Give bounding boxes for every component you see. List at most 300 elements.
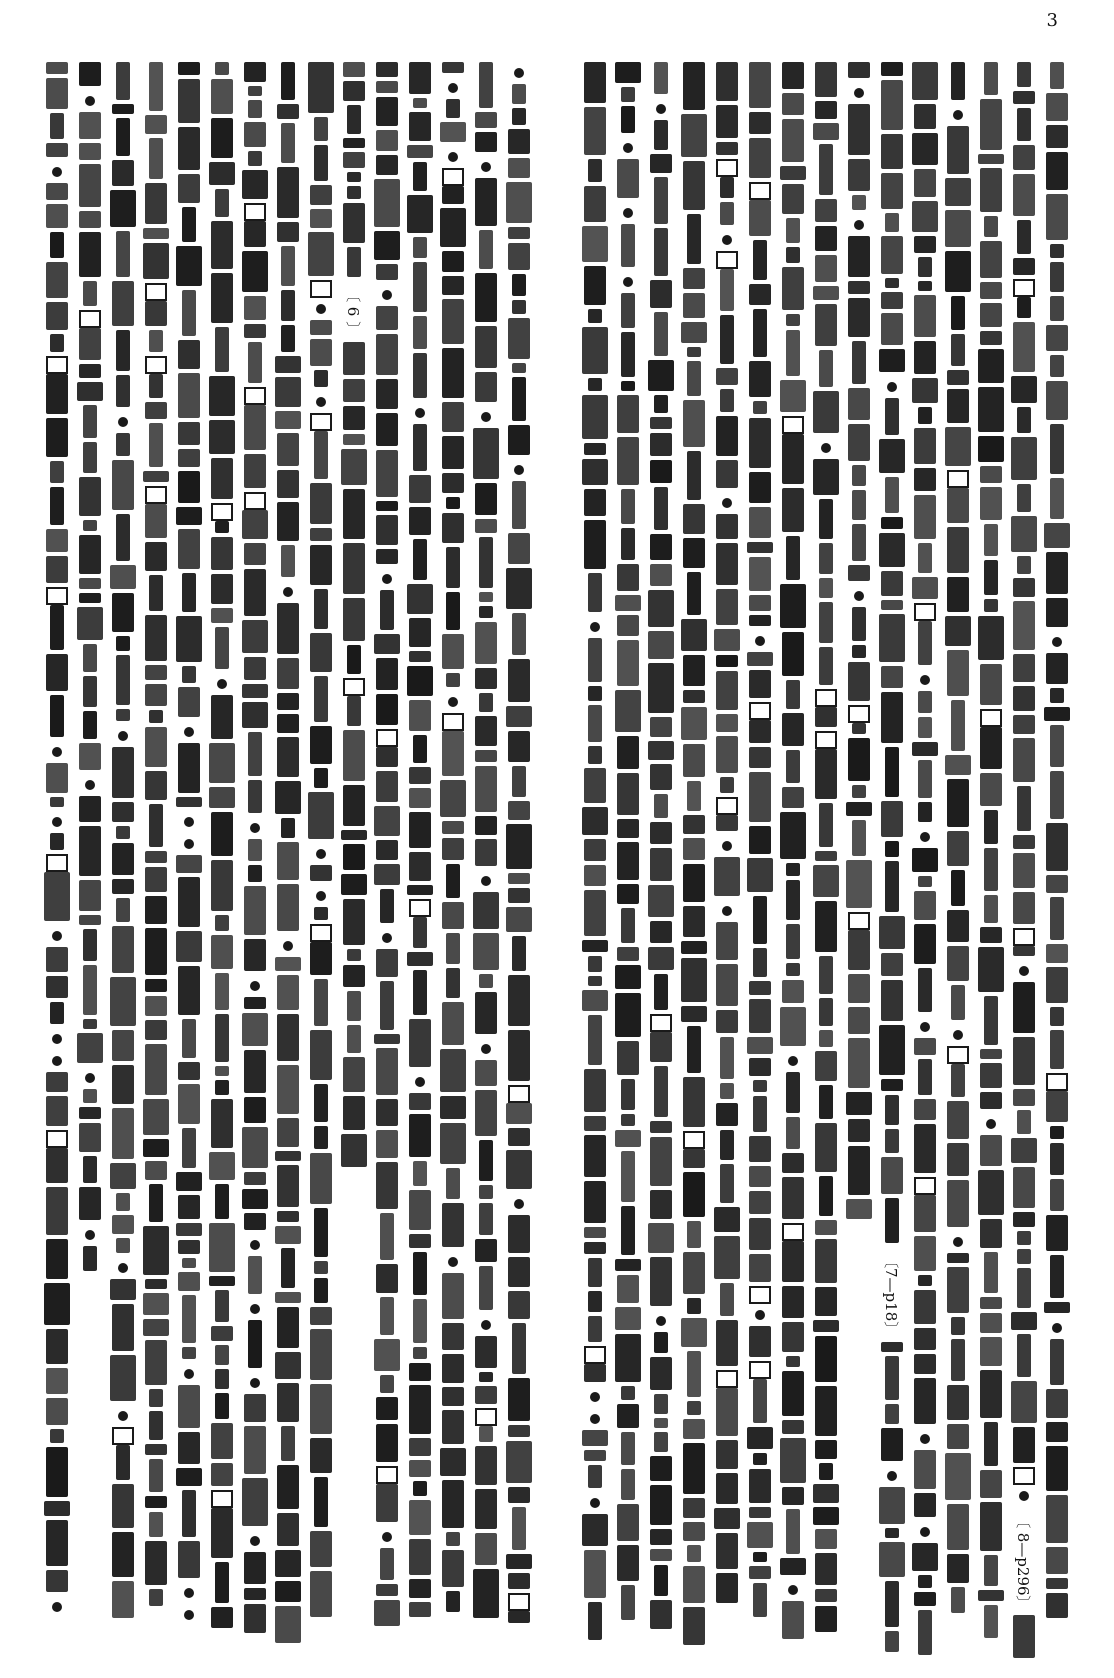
script-word xyxy=(881,571,903,596)
script-word xyxy=(683,1419,705,1439)
script-word xyxy=(116,375,130,407)
script-word xyxy=(475,112,497,128)
script-word xyxy=(780,584,806,628)
script-word xyxy=(1046,1495,1068,1543)
script-word xyxy=(1011,376,1037,403)
script-word xyxy=(77,382,103,401)
script-word xyxy=(347,1025,361,1053)
script-word xyxy=(149,423,163,467)
punctuation-mark xyxy=(481,876,491,886)
script-word xyxy=(588,1602,602,1640)
script-word xyxy=(747,1037,773,1054)
script-word xyxy=(879,614,905,662)
script-word xyxy=(815,1051,837,1081)
text-column-glyphs xyxy=(1040,62,1073,1662)
script-word xyxy=(442,1323,464,1350)
script-word xyxy=(46,1570,68,1592)
script-word xyxy=(178,449,200,467)
text-column xyxy=(271,62,304,1662)
text-column-glyphs xyxy=(238,62,271,1662)
script-word xyxy=(914,468,936,491)
script-word xyxy=(211,221,233,269)
reference-mark: 〔 6 〕 xyxy=(344,287,362,337)
script-word xyxy=(343,138,365,148)
script-word xyxy=(244,1172,266,1185)
script-word xyxy=(621,1114,635,1126)
script-word xyxy=(145,1496,167,1508)
quote-mark xyxy=(376,1466,398,1484)
script-word xyxy=(654,228,668,276)
script-word xyxy=(980,241,1002,278)
script-word xyxy=(244,1588,266,1600)
script-word xyxy=(413,970,427,1015)
punctuation-mark xyxy=(118,731,128,741)
script-word xyxy=(310,865,332,881)
script-word xyxy=(584,107,606,155)
script-word xyxy=(248,839,262,861)
script-word xyxy=(846,1199,872,1219)
script-word xyxy=(215,1014,229,1062)
quote-mark xyxy=(914,603,936,621)
script-word xyxy=(980,1502,1002,1551)
punctuation-mark xyxy=(250,823,260,833)
script-word xyxy=(508,1378,530,1421)
script-word xyxy=(815,1123,837,1172)
script-word xyxy=(1050,688,1064,703)
script-word xyxy=(506,1150,532,1189)
quote-mark xyxy=(749,702,771,720)
script-word xyxy=(374,1600,400,1626)
script-word xyxy=(947,1253,969,1263)
script-word xyxy=(621,87,635,102)
script-word xyxy=(945,251,971,292)
script-word xyxy=(1046,1091,1068,1122)
punctuation-mark xyxy=(85,1073,95,1083)
script-word xyxy=(440,1049,466,1092)
punctuation-mark xyxy=(316,891,326,901)
text-column xyxy=(578,62,611,1662)
script-word xyxy=(211,458,233,499)
script-word xyxy=(782,1177,804,1219)
script-word xyxy=(848,236,870,277)
script-word xyxy=(716,1010,738,1033)
script-word xyxy=(648,360,674,391)
script-word xyxy=(885,1095,899,1125)
script-word xyxy=(654,62,668,94)
script-word xyxy=(110,1163,136,1189)
script-word xyxy=(376,549,398,564)
script-word xyxy=(885,213,899,232)
script-word xyxy=(409,852,431,881)
script-word xyxy=(782,1153,804,1173)
script-word xyxy=(980,664,1002,705)
script-word xyxy=(314,676,328,722)
quote-mark xyxy=(848,705,870,723)
script-word xyxy=(176,616,202,662)
script-word xyxy=(178,743,200,793)
script-word xyxy=(782,184,804,214)
script-word xyxy=(277,104,299,119)
script-word xyxy=(112,460,134,510)
script-word xyxy=(813,1507,839,1525)
script-word xyxy=(244,324,266,338)
script-word xyxy=(376,1099,398,1126)
script-word xyxy=(885,1631,899,1652)
script-word xyxy=(885,1528,899,1538)
script-word xyxy=(1044,707,1070,721)
punctuation-mark xyxy=(184,1610,194,1620)
script-word xyxy=(753,240,767,280)
script-word xyxy=(343,81,365,101)
script-word xyxy=(650,1121,672,1133)
script-word xyxy=(1046,944,1068,963)
script-word xyxy=(984,810,998,844)
script-word xyxy=(980,927,1002,943)
script-word xyxy=(617,395,639,433)
script-word xyxy=(947,1385,969,1420)
script-word xyxy=(815,1589,837,1602)
script-word xyxy=(209,787,235,808)
script-word xyxy=(211,273,233,323)
script-word xyxy=(46,374,68,414)
script-word xyxy=(582,1430,608,1446)
script-word xyxy=(584,768,606,803)
punctuation-mark xyxy=(217,679,227,689)
script-word xyxy=(145,851,167,863)
quote-mark xyxy=(244,203,266,221)
script-word xyxy=(753,1096,767,1132)
script-word xyxy=(407,952,433,966)
quote-mark xyxy=(79,310,101,328)
script-word xyxy=(683,744,705,777)
script-word xyxy=(479,1426,493,1442)
script-word xyxy=(588,1291,602,1312)
quote-mark xyxy=(244,492,266,510)
quote-mark xyxy=(782,416,804,434)
script-word xyxy=(145,996,167,1016)
script-word xyxy=(584,865,606,886)
script-word xyxy=(277,842,299,880)
script-word xyxy=(650,280,672,308)
script-word xyxy=(914,1195,936,1232)
script-word xyxy=(617,615,639,636)
script-word xyxy=(310,1307,332,1325)
script-word xyxy=(376,501,398,511)
script-word xyxy=(980,1297,1002,1309)
quote-mark xyxy=(716,159,738,177)
quote-mark xyxy=(211,1490,233,1508)
script-word xyxy=(149,1459,163,1492)
script-word xyxy=(1013,738,1035,782)
script-word xyxy=(980,331,1002,345)
script-word xyxy=(687,361,701,396)
script-word xyxy=(947,126,969,174)
script-word xyxy=(281,246,295,286)
script-word xyxy=(409,651,431,662)
script-word xyxy=(881,1342,903,1352)
script-word xyxy=(475,132,497,152)
script-word xyxy=(951,334,965,366)
script-word xyxy=(277,1118,299,1147)
punctuation-mark xyxy=(623,277,633,287)
script-word xyxy=(753,1552,767,1562)
script-word xyxy=(1013,686,1035,711)
script-word xyxy=(720,389,734,412)
script-word xyxy=(215,1369,229,1389)
punctuation-mark xyxy=(920,1527,930,1537)
script-word xyxy=(683,655,705,686)
script-word xyxy=(918,760,932,798)
script-word xyxy=(879,1025,905,1075)
script-word xyxy=(149,804,163,847)
script-word xyxy=(512,274,526,296)
script-word xyxy=(912,577,938,599)
punctuation-mark xyxy=(415,408,425,418)
script-word xyxy=(376,1484,398,1522)
script-word xyxy=(780,812,806,859)
script-word xyxy=(782,119,804,162)
script-word xyxy=(343,62,365,77)
script-word xyxy=(242,170,268,199)
script-word xyxy=(211,1099,233,1148)
script-word xyxy=(374,1034,400,1044)
script-word xyxy=(980,168,1002,212)
script-word xyxy=(347,696,361,726)
script-word xyxy=(815,1606,837,1632)
script-word xyxy=(314,768,328,788)
punctuation-mark xyxy=(118,1263,128,1273)
script-word xyxy=(650,1137,672,1186)
script-word xyxy=(879,916,905,949)
script-word xyxy=(683,815,705,834)
script-word xyxy=(617,842,639,880)
script-word xyxy=(947,1554,969,1583)
script-word xyxy=(376,155,398,175)
script-word xyxy=(314,1278,328,1303)
quote-mark xyxy=(46,356,68,374)
script-word xyxy=(848,565,870,581)
script-word xyxy=(782,434,804,484)
script-word xyxy=(980,1135,1002,1166)
punctuation-mark xyxy=(184,1588,194,1598)
quote-mark xyxy=(947,1046,969,1064)
script-word xyxy=(654,120,668,150)
script-word xyxy=(819,647,833,685)
script-word xyxy=(918,407,932,424)
script-word xyxy=(813,1484,839,1503)
script-word xyxy=(440,780,466,817)
script-word xyxy=(881,953,903,976)
script-word xyxy=(782,1322,804,1352)
script-word xyxy=(314,979,328,1026)
script-word xyxy=(852,465,866,486)
script-word xyxy=(984,1555,998,1586)
script-word xyxy=(621,106,635,133)
script-word xyxy=(813,286,839,300)
script-word xyxy=(918,717,932,738)
script-word xyxy=(650,564,672,586)
script-word xyxy=(211,695,233,739)
script-word xyxy=(681,619,707,651)
script-word xyxy=(813,459,839,495)
script-word xyxy=(749,284,771,305)
script-word xyxy=(512,108,526,125)
script-word xyxy=(716,736,738,773)
script-word xyxy=(749,1191,771,1214)
text-column-glyphs xyxy=(644,62,677,1662)
script-word xyxy=(376,658,398,690)
script-word xyxy=(46,1187,68,1235)
script-word xyxy=(782,632,804,676)
script-word xyxy=(376,1584,398,1596)
script-word xyxy=(588,1015,602,1065)
script-word xyxy=(683,1566,705,1603)
script-word xyxy=(512,936,526,971)
text-column xyxy=(106,62,139,1662)
script-word xyxy=(46,143,68,157)
script-word xyxy=(145,771,167,800)
script-word xyxy=(277,1307,299,1348)
script-word xyxy=(442,1410,464,1444)
script-word xyxy=(848,159,870,191)
punctuation-mark xyxy=(448,1257,458,1267)
script-word xyxy=(815,1287,837,1316)
script-word xyxy=(178,1385,200,1428)
text-column xyxy=(139,62,172,1662)
script-word xyxy=(1013,1212,1035,1227)
script-word xyxy=(475,766,497,812)
script-word xyxy=(110,977,136,1026)
script-word xyxy=(782,1487,804,1505)
script-word xyxy=(1050,1339,1064,1385)
text-column-glyphs xyxy=(875,62,908,1662)
script-word xyxy=(277,1211,299,1222)
script-word xyxy=(475,816,497,835)
script-word xyxy=(749,981,771,995)
quote-mark xyxy=(310,924,332,942)
script-word xyxy=(244,657,266,680)
script-word xyxy=(310,1438,332,1473)
script-word xyxy=(508,158,530,178)
script-word xyxy=(409,788,431,808)
script-word xyxy=(980,1337,1002,1366)
script-word xyxy=(588,746,602,764)
script-word xyxy=(648,631,674,659)
script-word xyxy=(475,519,497,533)
script-word xyxy=(409,1190,431,1230)
script-word xyxy=(376,771,398,802)
script-word xyxy=(277,1165,299,1207)
script-word xyxy=(749,1326,771,1357)
text-column-glyphs xyxy=(842,62,875,1662)
script-word xyxy=(281,62,295,100)
script-word xyxy=(813,123,839,140)
script-word xyxy=(687,214,701,264)
script-word xyxy=(244,454,266,488)
script-word xyxy=(475,326,497,368)
script-word xyxy=(848,738,870,781)
script-word xyxy=(1046,1547,1068,1574)
script-word xyxy=(879,533,905,567)
script-word xyxy=(314,145,328,181)
script-word xyxy=(277,470,299,498)
script-word xyxy=(176,507,202,525)
quote-mark xyxy=(310,413,332,431)
script-word xyxy=(815,1336,837,1382)
script-word xyxy=(914,1038,936,1055)
script-word xyxy=(473,428,499,479)
script-word xyxy=(1013,258,1035,276)
script-word xyxy=(112,1304,134,1351)
script-word xyxy=(512,377,526,421)
script-word xyxy=(786,680,800,709)
script-word xyxy=(749,1218,771,1250)
script-word xyxy=(879,439,905,473)
script-word xyxy=(112,1065,134,1104)
script-word xyxy=(852,723,866,734)
script-word xyxy=(46,1239,68,1279)
script-word xyxy=(211,574,233,604)
text-column xyxy=(908,62,941,1662)
script-word xyxy=(1013,1427,1035,1463)
script-word xyxy=(145,1020,167,1040)
script-word xyxy=(1017,786,1031,832)
script-word xyxy=(310,528,332,541)
punctuation-mark xyxy=(250,981,260,991)
script-word xyxy=(310,483,332,524)
script-word xyxy=(149,1184,163,1222)
script-word xyxy=(244,886,266,935)
script-word xyxy=(112,1215,134,1234)
script-word xyxy=(621,332,635,377)
script-word xyxy=(681,941,707,954)
script-word xyxy=(914,1236,936,1271)
script-word xyxy=(918,1059,932,1095)
script-word xyxy=(46,1447,68,1497)
script-word xyxy=(749,1254,771,1282)
script-word xyxy=(584,1227,606,1238)
punctuation-mark xyxy=(52,1602,62,1612)
script-word xyxy=(848,1119,870,1142)
script-word xyxy=(885,1404,899,1424)
script-word xyxy=(1013,322,1035,372)
script-word xyxy=(947,1101,969,1139)
script-word xyxy=(178,877,200,927)
script-word xyxy=(442,299,464,344)
script-word xyxy=(852,524,866,561)
script-word xyxy=(343,379,365,402)
script-word xyxy=(584,839,606,861)
script-word xyxy=(343,844,365,870)
script-word xyxy=(951,296,965,330)
script-word xyxy=(277,1065,299,1114)
script-word xyxy=(716,1533,738,1569)
script-word xyxy=(479,693,493,712)
punctuation-mark xyxy=(481,412,491,422)
script-word xyxy=(44,872,70,921)
script-word xyxy=(310,1384,332,1434)
script-word xyxy=(508,1611,530,1623)
script-word xyxy=(178,79,200,123)
script-word xyxy=(848,930,870,970)
script-word xyxy=(1017,108,1031,142)
script-word xyxy=(380,981,394,1030)
script-word xyxy=(683,1252,705,1294)
script-word xyxy=(720,1164,734,1203)
script-word xyxy=(176,855,202,873)
text-column-glyphs xyxy=(974,62,1007,1662)
script-word xyxy=(617,1545,639,1581)
